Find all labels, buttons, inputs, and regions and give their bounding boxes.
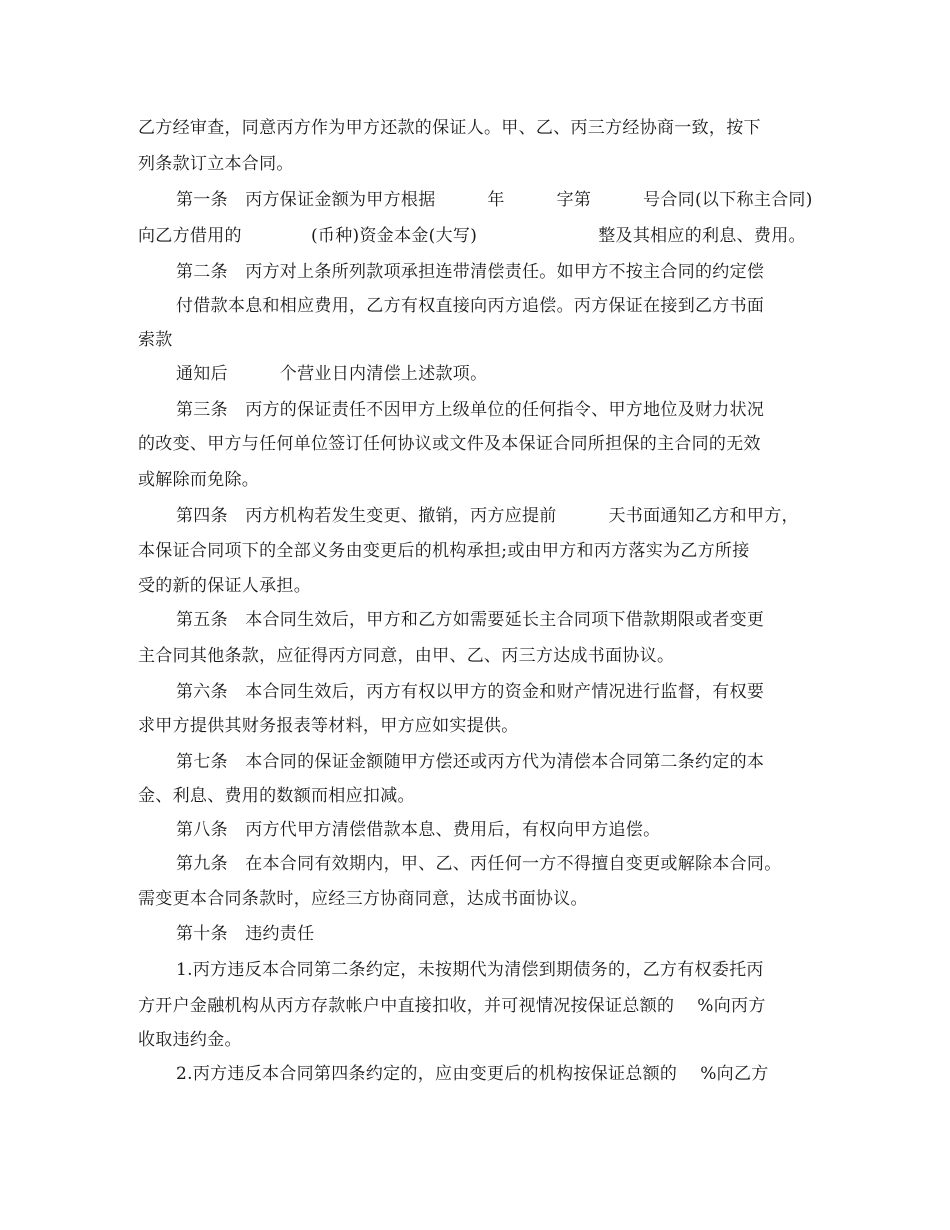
- clause-1-line: 1.丙方违反本合同第二条约定，未按期代为清偿到期债务的，乙方有权委托丙: [176, 960, 764, 980]
- text-line: 向乙方借用的 (币种)资金本金(大写) 整及其相应的利息、费用。: [138, 226, 806, 246]
- article-9-heading-line: 第九条 在本合同有效期内，甲、乙、丙任何一方不得擅自变更或解除本合同。: [176, 854, 782, 874]
- text-line: 通知后 个营业日内清偿上述款项。: [176, 364, 488, 384]
- text-line: 列条款订立本合同。: [138, 154, 294, 174]
- text-line: 或解除而免除。: [138, 470, 260, 490]
- text-line: 索款: [138, 330, 173, 350]
- article-6-heading-line: 第六条 本合同生效后，丙方有权以甲方的资金和财产情况进行监督，有权要: [176, 682, 765, 702]
- article-4-heading-line: 第四条 丙方机构若发生变更、撤销，丙方应提前 天书面通知乙方和甲方，: [176, 506, 799, 526]
- article-7-heading-line: 第七条 本合同的保证金额随甲方偿还或丙方代为清偿本合同第二条约定的本: [176, 752, 765, 772]
- article-3-heading-line: 第三条 丙方的保证责任不因甲方上级单位的任何指令、甲方地位及财力状况: [176, 400, 765, 420]
- text-line: 乙方经审查，同意丙方作为甲方还款的保证人。甲、乙、丙三方经协商一致，按下: [138, 118, 761, 138]
- text-line: 方开户金融机构从丙方存款帐户中直接扣收，并可视情况按保证总额的 %向丙方: [138, 996, 766, 1016]
- article-8-heading-line: 第八条 丙方代甲方清偿借款本息、费用后，有权向甲方追偿。: [176, 820, 661, 840]
- text-line: 受的新的保证人承担。: [138, 576, 311, 596]
- clause-2-line: 2.丙方违反本合同第四条约定的，应由变更后的机构按保证总额的 %向乙方: [176, 1064, 769, 1084]
- text-line: 收取违约金。: [138, 1030, 242, 1050]
- text-line: 付借款本息和相应费用，乙方有权直接向丙方追偿。丙方保证在接到乙方书面: [176, 296, 765, 316]
- text-line: 主合同其他条款，应征得丙方同意，由甲、乙、丙三方达成书面协议。: [138, 646, 675, 666]
- article-10-heading-line: 第十条 违约责任: [176, 924, 315, 944]
- text-line: 的改变、甲方与任何单位签订任何协议或文件及本保证合同所担保的主合同的无效: [138, 434, 761, 454]
- text-line: 金、利息、费用的数额而相应扣减。: [138, 786, 415, 806]
- article-1-heading-line: 第一条 丙方保证金额为甲方根据 年 字第 号合同(以下称主合同): [176, 190, 813, 210]
- text-line: 本保证合同项下的全部义务由变更后的机构承担;或由甲方和丙方落实为乙方所接: [138, 541, 750, 561]
- text-line: 需变更本合同条款时，应经三方协商同意，达成书面协议。: [138, 889, 588, 909]
- article-2-heading-line: 第二条 丙方对上条所列款项承担连带清偿责任。如甲方不按主合同的约定偿: [176, 262, 765, 282]
- article-5-heading-line: 第五条 本合同生效后，甲方和乙方如需要延长主合同项下借款期限或者变更: [176, 610, 765, 630]
- text-line: 求甲方提供其财务报表等材料，甲方应如实提供。: [138, 716, 519, 736]
